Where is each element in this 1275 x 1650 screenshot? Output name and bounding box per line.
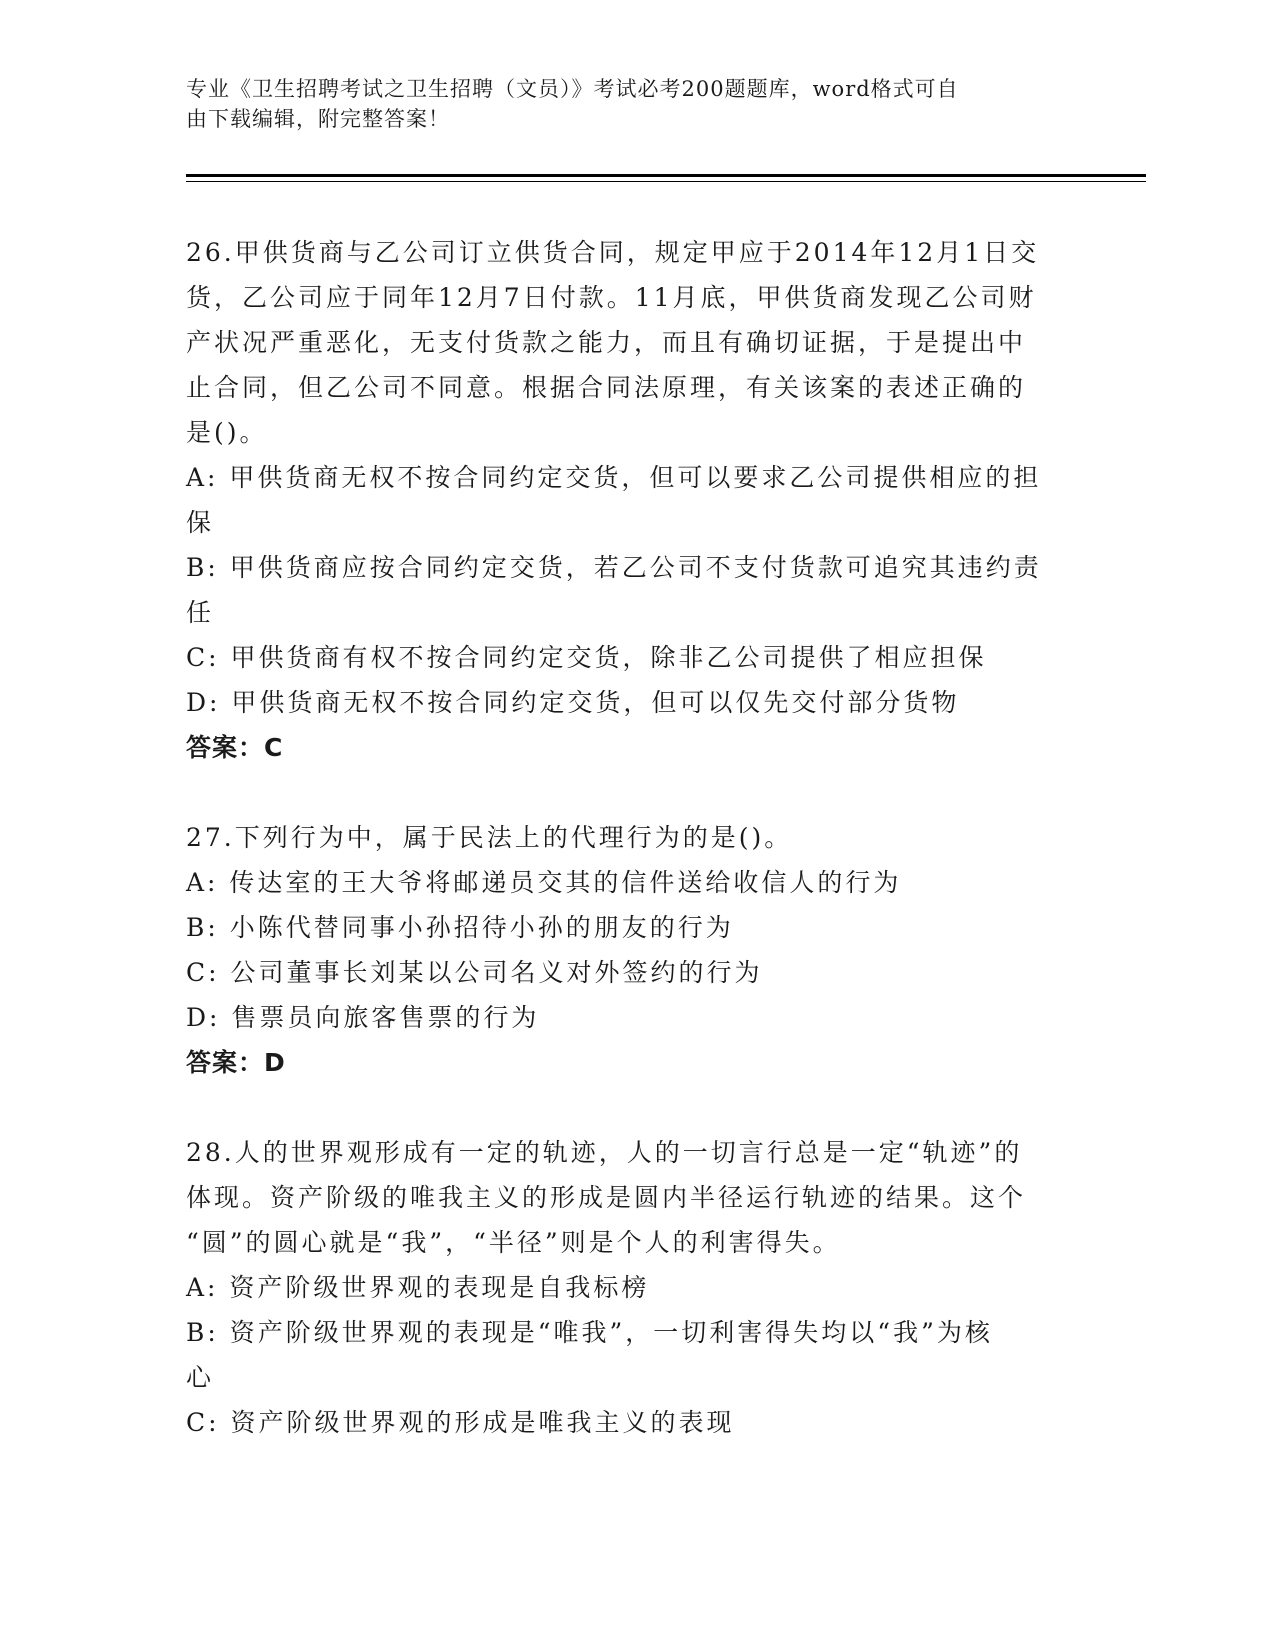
option-a-cont: 保 [186,508,215,537]
question-stem-line: 体现。资产阶级的唯我主义的形成是圆内半径运行轨迹的结果。这个 [186,1183,1027,1212]
question-stem-line: 货，乙公司应于同年12月7日付款。11月底，甲供货商发现乙公司财 [186,283,1037,312]
spacer [186,1085,1086,1130]
header-line: 专业《卫生招聘考试之卫生招聘（文员）》考试必考200题题库，word格式可自 [186,77,959,101]
question-stem-line: 28.人的世界观形成有一定的轨迹，人的一切言行总是一定“轨迹”的 [186,1138,1023,1167]
question-stem-line: 26.甲供货商与乙公司订立供货合同，规定甲应于2014年12月1日交 [186,238,1040,267]
option-a: A: 资产阶级世界观的表现是自我标榜 [186,1273,650,1302]
question-stem-line: 27.下列行为中，属于民法上的代理行为的是()。 [186,823,793,852]
header-line: 由下载编辑，附完整答案！ [186,107,450,131]
option-b-cont: 心 [186,1363,215,1392]
option-c: C: 公司董事长刘某以公司名义对外签约的行为 [186,958,763,987]
question-27 [186,815,1086,1085]
answer-line: 答案：C [186,733,284,762]
question-list [186,230,1086,1445]
option-b: B: 资产阶级世界观的表现是“唯我”，一切利害得失均以“我”为核 [186,1318,993,1347]
option-d: D: 甲供货商无权不按合同约定交货，但可以仅先交付部分货物 [186,688,960,717]
spacer [186,770,1086,815]
option-b-cont: 任 [186,598,215,627]
option-d: D: 售票员向旅客售票的行为 [186,1003,540,1032]
header-rule-thick [186,174,1146,177]
option-c: C: 甲供货商有权不按合同约定交货，除非乙公司提供了相应担保 [186,643,987,672]
question-stem-line: “圆”的圆心就是“我”，“半径”则是个人的利害得失。 [186,1228,841,1257]
option-b: B: 甲供货商应按合同约定交货，若乙公司不支付货款可追究其违约责 [186,553,1042,582]
option-c: C: 资产阶级世界观的形成是唯我主义的表现 [186,1408,735,1437]
question-stem-line: 止合同，但乙公司不同意。根据合同法原理，有关该案的表述正确的 [186,373,1027,402]
option-a: A: 传达室的王大爷将邮递员交其的信件送给收信人的行为 [186,868,902,897]
answer-line: 答案：D [186,1048,286,1077]
question-stem-line: 是()。 [186,418,268,447]
document-header [186,74,1066,134]
option-a: A: 甲供货商无权不按合同约定交货，但可以要求乙公司提供相应的担 [186,463,1042,492]
question-stem-line: 产状况严重恶化，无支付货款之能力，而且有确切证据，于是提出中 [186,328,1027,357]
question-28 [186,1130,1086,1445]
option-b: B: 小陈代替同事小孙招待小孙的朋友的行为 [186,913,734,942]
header-rule-thin [186,181,1146,182]
question-26 [186,230,1086,770]
